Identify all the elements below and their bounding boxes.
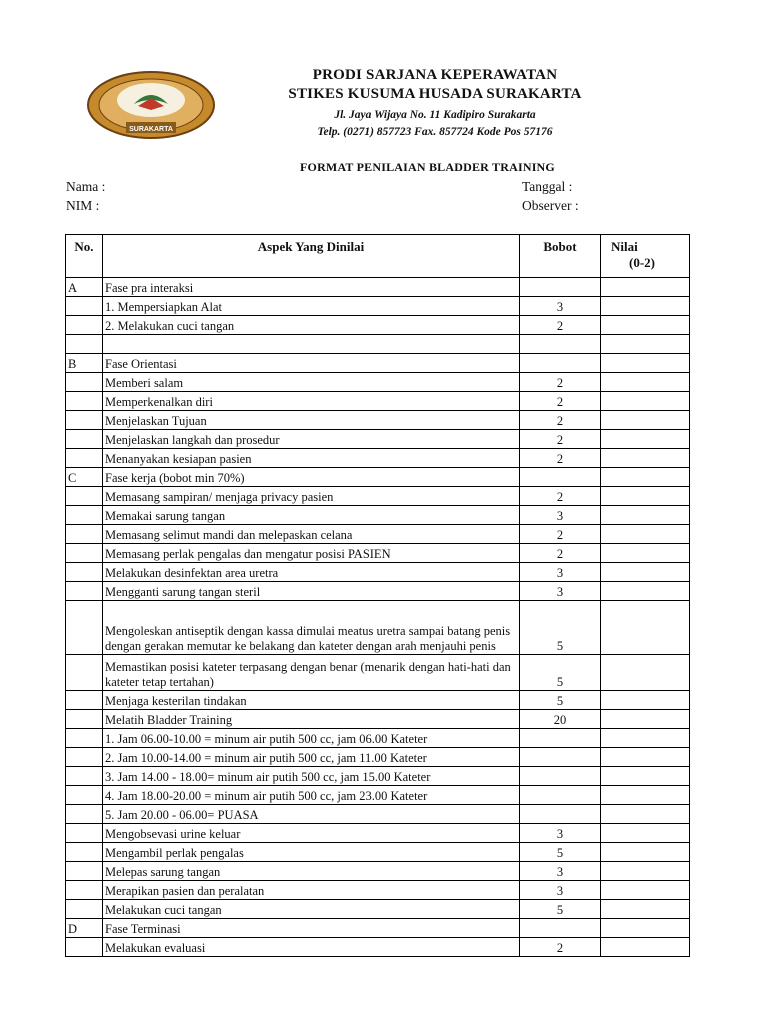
logo-text: SURAKARTA (129, 126, 173, 133)
row-no (66, 767, 103, 786)
row-bobot: 5 (520, 900, 601, 919)
row-nilai[interactable] (601, 582, 690, 601)
table-row (66, 430, 690, 449)
row-bobot: 3 (520, 824, 601, 843)
row-bobot: 2 (520, 938, 601, 957)
row-aspek: Fase kerja (bobot min 70%) (103, 468, 520, 487)
row-nilai[interactable] (601, 919, 690, 938)
row-nilai[interactable] (601, 335, 690, 354)
row-aspek: 4. Jam 18.00-20.00 = minum air putih 500 cc, jam 23.00 Kateter (103, 786, 520, 805)
header-aspek: Aspek Yang Dinilai (103, 235, 520, 278)
row-bobot: 3 (520, 881, 601, 900)
row-nilai[interactable] (601, 525, 690, 544)
row-nilai[interactable] (601, 354, 690, 373)
row-nilai[interactable] (601, 900, 690, 919)
row-nilai[interactable] (601, 411, 690, 430)
row-aspek: 3. Jam 14.00 - 18.00= minum air putih 500 cc, jam 15.00 Kateter (103, 767, 520, 786)
row-no (66, 938, 103, 957)
row-no (66, 691, 103, 710)
table-row (66, 729, 690, 748)
header-nilai (601, 235, 690, 278)
table-row (66, 487, 690, 506)
row-nilai[interactable] (601, 373, 690, 392)
header-bobot: Bobot (520, 235, 601, 278)
row-no (66, 297, 103, 316)
header-no: No. (66, 235, 103, 278)
row-bobot (520, 805, 601, 824)
table-row (66, 767, 690, 786)
row-bobot: 2 (520, 373, 601, 392)
observer-label: Observer : (522, 198, 579, 213)
row-nilai[interactable] (601, 710, 690, 729)
row-bobot: 2 (520, 487, 601, 506)
row-nilai[interactable] (601, 938, 690, 957)
table-row (66, 900, 690, 919)
table-row (66, 392, 690, 411)
row-bobot: 2 (520, 525, 601, 544)
row-aspek: Mengambil perlak pengalas (103, 843, 520, 862)
row-no (66, 411, 103, 430)
table-row (66, 544, 690, 563)
row-no (66, 843, 103, 862)
row-nilai[interactable] (601, 843, 690, 862)
table-row (66, 862, 690, 881)
row-bobot: 2 (520, 449, 601, 468)
row-nilai[interactable] (601, 655, 690, 691)
row-aspek: Merapikan pasien dan peralatan (103, 881, 520, 900)
row-aspek: Memastikan posisi kateter terpasang dengan benar (menarik dengan hati-hati dan kateter tetap tertahan) (103, 655, 520, 691)
table-row (66, 710, 690, 729)
table-row (66, 297, 690, 316)
table-row (66, 278, 690, 297)
row-aspek: 2. Jam 10.00-14.00 = minum air putih 500 cc, jam 11.00 Kateter (103, 748, 520, 767)
row-bobot (520, 729, 601, 748)
row-no (66, 563, 103, 582)
form-title: FORMAT PENILAIAN BLADDER TRAINING (300, 160, 555, 174)
row-aspek: Fase Terminasi (103, 919, 520, 938)
row-no (66, 786, 103, 805)
row-no: D (66, 919, 103, 938)
table-row (66, 655, 690, 691)
row-aspek: Mengganti sarung tangan steril (103, 582, 520, 601)
program-name: PRODI SARJANA KEPERAWATAN (312, 67, 558, 83)
row-nilai[interactable] (601, 544, 690, 563)
row-aspek: 1. Jam 06.00-10.00 = minum air putih 500 cc, jam 06.00 Kateter (103, 729, 520, 748)
row-nilai[interactable] (601, 805, 690, 824)
row-aspek: Melakukan cuci tangan (103, 900, 520, 919)
row-aspek: 1. Mempersiapkan Alat (103, 297, 520, 316)
row-aspek: Melakukan desinfektan area uretra (103, 563, 520, 582)
row-no (66, 316, 103, 335)
address: Jl. Jaya Wijaya No. 11 Kadipiro Surakarta (334, 109, 536, 121)
row-nilai[interactable] (601, 468, 690, 487)
row-bobot: 2 (520, 544, 601, 563)
row-no (66, 881, 103, 900)
table-row (66, 601, 690, 655)
row-aspek: Memperkenalkan diri (103, 392, 520, 411)
assessment-table (65, 234, 690, 957)
row-no (66, 655, 103, 691)
row-bobot: 5 (520, 843, 601, 862)
table-row (66, 786, 690, 805)
row-aspek: Fase Orientasi (103, 354, 520, 373)
row-bobot (520, 468, 601, 487)
table-row (66, 449, 690, 468)
table-row (66, 411, 690, 430)
header-nilai-label: Nilai (611, 239, 638, 254)
row-bobot: 5 (520, 655, 601, 691)
row-no (66, 729, 103, 748)
row-aspek: Memakai sarung tangan (103, 506, 520, 525)
institution-logo (86, 70, 216, 140)
table-row (66, 582, 690, 601)
row-nilai[interactable] (601, 767, 690, 786)
row-no (66, 335, 103, 354)
row-nilai[interactable] (601, 449, 690, 468)
contact-info: Telp. (0271) 857723 Fax. 857724 Kode Pos 57176 (317, 126, 553, 138)
row-aspek: Mengoleskan antiseptik dengan kassa dimulai meatus uretra sampai batang penis dengan gerakan memutar ke belakang dan kateter dengan arah menjauhi penis (103, 601, 520, 655)
table-row (66, 354, 690, 373)
row-no (66, 487, 103, 506)
row-aspek (103, 335, 520, 354)
row-aspek: Memberi salam (103, 373, 520, 392)
row-bobot: 2 (520, 430, 601, 449)
row-nilai[interactable] (601, 881, 690, 900)
row-nilai[interactable] (601, 316, 690, 335)
row-bobot: 3 (520, 297, 601, 316)
row-no (66, 525, 103, 544)
row-bobot (520, 278, 601, 297)
table-row (66, 843, 690, 862)
row-bobot: 20 (520, 710, 601, 729)
table-row (66, 748, 690, 767)
row-aspek: 5. Jam 20.00 - 06.00= PUASA (103, 805, 520, 824)
row-aspek: Memasang perlak pengalas dan mengatur posisi PASIEN (103, 544, 520, 563)
row-bobot: 3 (520, 506, 601, 525)
letterhead (240, 66, 630, 141)
table-row (66, 335, 690, 354)
table-row (66, 805, 690, 824)
row-no: A (66, 278, 103, 297)
row-aspek: Menanyakan kesiapan pasien (103, 449, 520, 468)
row-nilai[interactable] (601, 729, 690, 748)
row-aspek: Mengobsevasi urine keluar (103, 824, 520, 843)
row-aspek: Melatih Bladder Training (103, 710, 520, 729)
row-no (66, 748, 103, 767)
row-no (66, 900, 103, 919)
row-bobot (520, 786, 601, 805)
table-row (66, 316, 690, 335)
row-bobot (520, 919, 601, 938)
row-nilai[interactable] (601, 430, 690, 449)
row-aspek: Memasang sampiran/ menjaga privacy pasien (103, 487, 520, 506)
row-nilai[interactable] (601, 691, 690, 710)
row-nilai[interactable] (601, 392, 690, 411)
row-aspek: Melepas sarung tangan (103, 862, 520, 881)
row-bobot: 5 (520, 601, 601, 655)
table-row (66, 525, 690, 544)
row-bobot: 3 (520, 582, 601, 601)
row-aspek: Menjelaskan langkah dan prosedur (103, 430, 520, 449)
table-row (66, 506, 690, 525)
row-no (66, 506, 103, 525)
row-bobot (520, 335, 601, 354)
institution-name: STIKES KUSUMA HUSADA SURAKARTA (288, 86, 582, 102)
row-aspek: Memasang selimut mandi dan melepaskan celana (103, 525, 520, 544)
table-row (66, 563, 690, 582)
row-no (66, 544, 103, 563)
row-bobot: 3 (520, 862, 601, 881)
row-aspek: Menjelaskan Tujuan (103, 411, 520, 430)
row-nilai[interactable] (601, 824, 690, 843)
header-nilai-range: (0-2) (629, 255, 655, 270)
row-no (66, 862, 103, 881)
row-no (66, 373, 103, 392)
row-aspek: Menjaga kesterilan tindakan (103, 691, 520, 710)
row-nilai[interactable] (601, 862, 690, 881)
row-nilai[interactable] (601, 563, 690, 582)
nama-label: Nama : (66, 179, 106, 194)
row-bobot: 2 (520, 316, 601, 335)
row-no (66, 449, 103, 468)
table-row (66, 373, 690, 392)
row-nilai[interactable] (601, 601, 690, 655)
row-bobot (520, 354, 601, 373)
row-no (66, 582, 103, 601)
row-no (66, 824, 103, 843)
row-no (66, 805, 103, 824)
nim-label: NIM : (66, 198, 100, 213)
row-aspek: Melakukan evaluasi (103, 938, 520, 957)
row-bobot: 2 (520, 411, 601, 430)
row-no: B (66, 354, 103, 373)
row-aspek: 2. Melakukan cuci tangan (103, 316, 520, 335)
row-bobot: 3 (520, 563, 601, 582)
table-header-row (66, 235, 690, 278)
row-nilai[interactable] (601, 506, 690, 525)
row-aspek: Fase pra interaksi (103, 278, 520, 297)
table-row (66, 881, 690, 900)
row-no (66, 430, 103, 449)
row-no: C (66, 468, 103, 487)
table-row (66, 691, 690, 710)
row-bobot: 2 (520, 392, 601, 411)
row-no (66, 392, 103, 411)
row-nilai[interactable] (601, 748, 690, 767)
table-row (66, 919, 690, 938)
tanggal-label: Tanggal : (522, 179, 573, 194)
row-bobot (520, 767, 601, 786)
row-no (66, 710, 103, 729)
row-bobot (520, 748, 601, 767)
row-nilai[interactable] (601, 487, 690, 506)
row-nilai[interactable] (601, 278, 690, 297)
row-bobot: 5 (520, 691, 601, 710)
row-no (66, 601, 103, 655)
row-nilai[interactable] (601, 786, 690, 805)
table-row (66, 938, 690, 957)
table-row (66, 824, 690, 843)
row-nilai[interactable] (601, 297, 690, 316)
table-row (66, 468, 690, 487)
